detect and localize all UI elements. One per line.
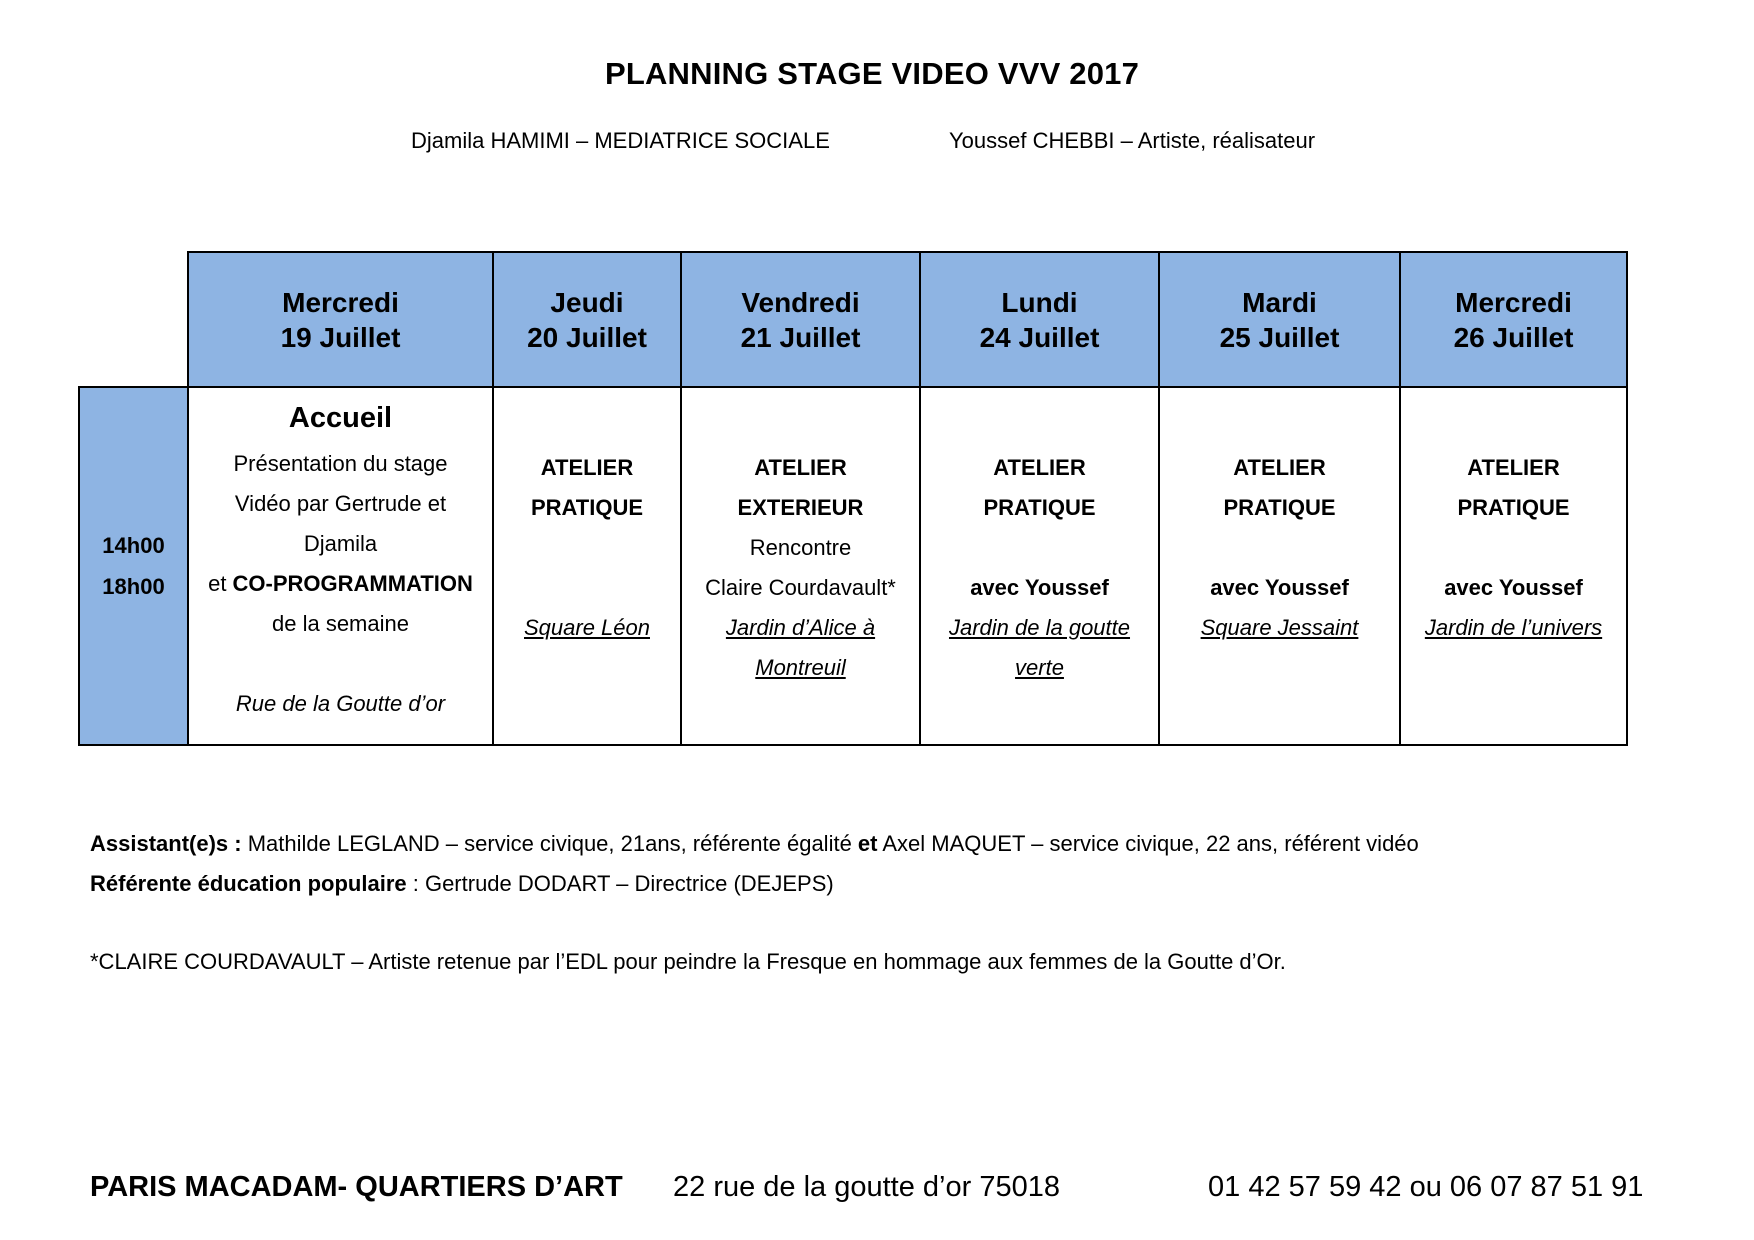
cell-line: Vidéo par Gertrude et [234, 491, 447, 516]
schedule-corner [79, 252, 188, 387]
schedule-cell [1400, 387, 1627, 745]
schedule-cell [920, 387, 1159, 745]
day-date: 20 Juillet [527, 321, 647, 353]
day-header [920, 252, 1159, 387]
cell-line: Rencontre [749, 535, 852, 560]
footer-address: 22 rue de la goutte d’or 75018 [673, 1171, 1060, 1203]
cell-activity: EXTERIEUR [737, 495, 864, 520]
schedule-table [78, 251, 1628, 746]
day-name: Mercredi [1455, 286, 1572, 318]
schedule-cell [1159, 387, 1400, 745]
cell-heading: Accueil [288, 402, 393, 434]
subtitle-artiste: Youssef CHEBBI – Artiste, réalisateur [949, 128, 1316, 153]
day-name: Mardi [1242, 286, 1317, 318]
day-date: 25 Juillet [1219, 321, 1340, 353]
schedule-header-row [79, 252, 1627, 387]
cell-location: Square Jessaint [1200, 615, 1359, 640]
day-name: Lundi [1001, 286, 1078, 318]
referent-label: Référente éducation populaire [90, 871, 407, 896]
cell-line: Djamila [303, 531, 378, 556]
cell-line: Présentation du stage [233, 451, 448, 476]
cell-with: avec Youssef [1444, 575, 1583, 600]
cell-activity: ATELIER [1467, 455, 1560, 480]
schedule-cell [493, 387, 681, 745]
day-header [681, 252, 920, 387]
subtitle-mediatrice: Djamila HAMIMI – MEDIATRICE SOCIALE [411, 128, 830, 153]
referent-text: : Gertrude DODART – Directrice (DEJEPS) [406, 871, 834, 896]
cell-line [189, 564, 492, 604]
assistants-line [90, 824, 1419, 864]
cell-with: avec Youssef [1210, 575, 1349, 600]
cell-location: Jardin d’Alice à [725, 615, 876, 640]
cell-activity: ATELIER [540, 455, 634, 480]
cell-with: avec Youssef [970, 575, 1109, 600]
day-header [188, 252, 493, 387]
time-start: 14h00 [102, 533, 165, 558]
day-name: Jeudi [550, 286, 624, 318]
cell-line-bold: CO-PROGRAMMATION [232, 571, 473, 596]
cell-location: Jardin de la goutte [948, 615, 1131, 640]
schedule-body-row [79, 387, 1627, 745]
cell-activity: PRATIQUE [530, 495, 644, 520]
cell-activity: PRATIQUE [983, 495, 1096, 520]
day-date: 19 Juillet [280, 321, 401, 353]
assistants-label: Assistant(e)s : [90, 831, 242, 856]
cell-location: verte [1015, 655, 1064, 680]
day-header [1159, 252, 1400, 387]
day-header [1400, 252, 1627, 387]
assistants-and: et [857, 831, 878, 856]
cell-line: de la semaine [272, 611, 409, 636]
cell-line: Claire Courdavault* [705, 575, 896, 600]
day-date: 21 Juillet [740, 321, 861, 353]
notes [90, 824, 1419, 982]
schedule-cell [681, 387, 920, 745]
day-header [493, 252, 681, 387]
cell-activity: ATELIER [993, 455, 1086, 480]
day-name: Vendredi [741, 286, 860, 318]
page-title: PLANNING STAGE VIDEO VVV 2017 [604, 56, 1140, 91]
footer-phone: 01 42 57 59 42 ou 06 07 87 51 91 [1208, 1171, 1644, 1203]
cell-location: Square Léon [524, 615, 650, 640]
cell-line-prefix: et [208, 571, 233, 596]
schedule-cell [188, 387, 493, 745]
footnote: *CLAIRE COURDAVAULT – Artiste retenue par l’EDL pour peindre la Fresque en hommage aux femmes de la Goutte d’Or. [90, 949, 1286, 974]
cell-location: Rue de la Goutte d’or [235, 691, 446, 716]
time-end: 18h00 [102, 574, 165, 599]
day-name: Mercredi [282, 286, 399, 318]
assistants-text: Mathilde LEGLAND – service civique, 21ans, référente égalité [241, 831, 858, 856]
assistants-text: Axel MAQUET – service civique, 22 ans, référent vidéo [877, 831, 1419, 856]
day-date: 26 Juillet [1453, 321, 1574, 353]
cell-location: Montreuil [755, 655, 846, 680]
cell-location: Jardin de l’univers [1424, 615, 1603, 640]
referent-line [90, 864, 1419, 904]
day-date: 24 Juillet [979, 321, 1100, 353]
cell-activity: PRATIQUE [1457, 495, 1570, 520]
cell-activity: ATELIER [754, 455, 847, 480]
footer-organization: PARIS MACADAM- QUARTIERS D’ART [90, 1171, 623, 1203]
cell-activity: ATELIER [1233, 455, 1326, 480]
cell-activity: PRATIQUE [1223, 495, 1336, 520]
time-slot [79, 387, 188, 745]
